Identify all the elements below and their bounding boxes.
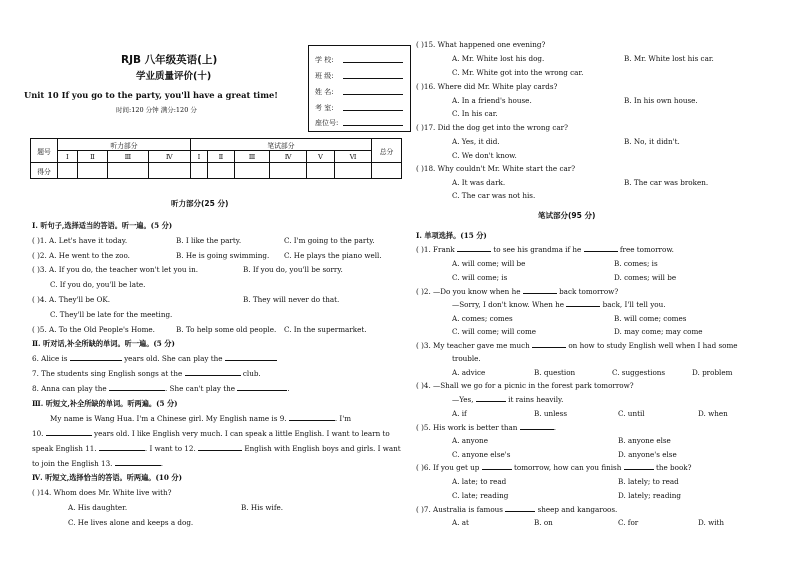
q18-option-c: C. The car was not his. xyxy=(452,191,536,200)
q3-option-c: C. If you do, you'll be late. xyxy=(50,280,146,289)
q17-option-b: B. No, it didn't. xyxy=(624,137,680,146)
student-info-box xyxy=(308,45,411,132)
q2-option-c: C. He plays the piano well. xyxy=(284,251,382,260)
w-q4-option-d: D. when xyxy=(698,409,728,418)
score-cell[interactable] xyxy=(108,163,149,179)
passage-line-1 xyxy=(50,414,351,424)
listening-header: 听力部分 xyxy=(58,139,191,151)
w-q4-option-c: C. until xyxy=(618,409,645,418)
passage-text: . xyxy=(160,459,164,468)
q7-blank[interactable] xyxy=(185,369,241,376)
score-cell[interactable] xyxy=(307,163,335,179)
listening-col-1: Ⅰ xyxy=(58,151,78,163)
w-q1-option-a: A. will come; will be xyxy=(452,259,526,268)
passage-line-3 xyxy=(32,444,401,454)
w-q3-question xyxy=(416,341,738,351)
w-q3-line-2: trouble. xyxy=(452,354,481,363)
score-cell[interactable] xyxy=(190,163,207,179)
q16-option-b: B. In his own house. xyxy=(624,96,698,105)
q6-blank-1[interactable] xyxy=(70,354,122,361)
w-q5-option-c: C. anyone else's xyxy=(452,450,511,459)
w-q7-option-c: C. for xyxy=(618,518,639,527)
w-q2-option-b: B. will come; comes xyxy=(614,314,687,323)
time-score: 时间:120 分钟 满分:120 分 xyxy=(116,106,197,114)
question-text: ( )7. Australia is famous xyxy=(416,505,503,514)
w-q1-question xyxy=(416,245,674,255)
q3-option-b: B. If you do, you'll be sorry. xyxy=(243,265,343,274)
q6-text-b: years old. She can play the xyxy=(124,354,223,363)
unit-title: Unit 10 If you go to the party, you'll have a great time! xyxy=(24,90,278,100)
passage-text: English with English boys and girls. I want xyxy=(244,444,401,453)
question-text: the book? xyxy=(655,463,692,472)
q10-blank[interactable] xyxy=(46,429,92,436)
w-q6-blank-1[interactable] xyxy=(482,463,512,470)
q2-option-a: ( )2. A. He went to the zoo. xyxy=(32,251,130,260)
q16-option-a: A. In a friend's house. xyxy=(452,96,532,105)
w-q3-blank[interactable] xyxy=(532,341,566,348)
w-q3-option-c: C. suggestions xyxy=(612,368,666,377)
passage-text: years old. I like English very much. I can speak a little English. I want to learn to xyxy=(94,429,390,438)
q4-option-b: B. They will never do that. xyxy=(243,295,340,304)
q14-option-b: B. His wife. xyxy=(241,503,284,512)
w-q1-option-c: C. will come; is xyxy=(452,273,508,282)
q15-question: ( )15. What happened one evening? xyxy=(416,40,546,49)
q17-option-a: A. Yes, it did. xyxy=(452,137,500,146)
w-q6-option-b: B. lately; to read xyxy=(618,477,679,486)
q11-blank[interactable] xyxy=(99,444,145,451)
w-q4-line-2 xyxy=(452,395,563,405)
listening-col-3: Ⅲ xyxy=(108,151,149,163)
q4-option-a: ( )4. A. They'll be OK. xyxy=(32,295,111,304)
passage-text: speak English 11. xyxy=(32,444,97,453)
question-text: tomorrow, how can you finish xyxy=(513,463,622,472)
passage-text: 10. xyxy=(32,429,44,438)
q15-option-a: A. Mr. White lost his dog. xyxy=(452,54,545,63)
w-q7-option-d: D. with xyxy=(698,518,725,527)
info-room-line[interactable] xyxy=(343,110,403,111)
exam-title: RJB 八年级英语(上) xyxy=(121,54,218,66)
w-q3-option-b: B. question xyxy=(534,368,576,377)
q6-blank-2[interactable] xyxy=(225,354,277,361)
q1-option-a: ( )1. A. Let's have it today. xyxy=(32,236,128,245)
q14-option-c: C. He lives alone and keeps a dog. xyxy=(68,518,194,527)
score-cell[interactable] xyxy=(58,163,78,179)
passage-text: to join the English 13. xyxy=(32,459,113,468)
info-seat: 座位号: xyxy=(315,119,339,127)
info-class-line[interactable] xyxy=(343,78,403,79)
writing-col-5: Ⅴ xyxy=(307,151,335,163)
w-q4-option-a: A. if xyxy=(452,409,467,418)
section-2-heading: Ⅱ. 听对话,补全所缺的单词。听一遍。(5 分) xyxy=(32,339,175,348)
row-label-score: 得分 xyxy=(31,163,58,179)
q8-blank-1[interactable] xyxy=(109,384,165,391)
q17-question: ( )17. Did the dog get into the wrong car? xyxy=(416,123,568,132)
score-cell[interactable] xyxy=(334,163,371,179)
score-cell[interactable] xyxy=(77,163,107,179)
question-text: back tomorrow? xyxy=(559,287,619,296)
q15-option-c: C. Mr. White got into the wrong car. xyxy=(452,68,584,77)
w-q1-option-b: B. comes; is xyxy=(614,259,658,268)
row-label-number: 题号 xyxy=(31,139,58,163)
w-q7-option-a: A. at xyxy=(452,518,469,527)
q5-option-b: B. To help some old people. xyxy=(176,325,277,334)
q5-option-a: ( )5. A. To the Old People's Home. xyxy=(32,325,155,334)
w-q2-blank-2[interactable] xyxy=(566,300,600,307)
question-text: it rains heavily. xyxy=(508,395,564,404)
q8-text-b: . She can't play the xyxy=(164,384,236,393)
q7-line xyxy=(32,369,261,379)
info-name: 姓 名: xyxy=(315,88,334,96)
q8-line xyxy=(32,384,290,394)
score-cell[interactable] xyxy=(148,163,190,179)
w-q2-option-c: C. will come; will come xyxy=(452,327,537,336)
w-q2-blank-1[interactable] xyxy=(523,287,557,294)
passage-line-2 xyxy=(32,429,390,439)
w-q2-option-a: A. comes; comes xyxy=(452,314,513,323)
q3-option-a: ( )3. A. If you do, the teacher won't let you in. xyxy=(32,265,198,274)
question-text: to see his grandma if he xyxy=(493,245,582,254)
q17-option-c: C. We don't know. xyxy=(452,151,517,160)
w-q1-option-d: D. comes; will be xyxy=(614,273,677,282)
q14-question: ( )14. Whom does Mr. White live with? xyxy=(32,488,172,497)
listening-col-4: Ⅳ xyxy=(148,151,190,163)
q8-text-c: . xyxy=(287,384,290,393)
question-text: . xyxy=(553,423,557,432)
w-q5-question xyxy=(416,423,556,433)
question-text: ( )2. —Do you know when he xyxy=(416,287,521,296)
q18-option-b: B. The car was broken. xyxy=(624,178,709,187)
question-text: free tomorrow. xyxy=(619,245,674,254)
section-3-heading: Ⅲ. 听短文,补全所缺的单词。听两遍。(5 分) xyxy=(32,399,178,408)
w-q6-option-d: D. lately; reading xyxy=(618,491,681,500)
w-q6-blank-2[interactable] xyxy=(624,463,654,470)
exam-subtitle: 学业质量评价(十) xyxy=(136,71,212,82)
writing-section-1-heading: Ⅰ. 单项选择。(15 分) xyxy=(416,231,487,240)
writing-col-4: Ⅳ xyxy=(270,151,307,163)
writing-header: 笔试部分 xyxy=(190,139,371,151)
q6-line xyxy=(32,354,277,364)
total-header: 总分 xyxy=(372,139,402,163)
q9-blank[interactable] xyxy=(289,414,335,421)
info-class: 班 级: xyxy=(315,72,334,80)
passage-text: . I'm xyxy=(334,414,352,423)
writing-heading: 笔试部分(95 分) xyxy=(538,211,596,220)
q12-blank[interactable] xyxy=(198,444,242,451)
q7-text-a: 7. The students sing English songs at the xyxy=(32,369,183,378)
question-text: ( )1. Frank xyxy=(416,245,455,254)
w-q7-question xyxy=(416,505,617,515)
score-table xyxy=(30,138,402,179)
listening-col-2: Ⅱ xyxy=(77,151,107,163)
writing-col-2: Ⅱ xyxy=(208,151,235,163)
q5-option-c: C. In the supermarket. xyxy=(284,325,367,334)
score-cell[interactable] xyxy=(208,163,235,179)
writing-col-1: Ⅰ xyxy=(190,151,207,163)
w-q2-question xyxy=(416,287,618,297)
w-q5-blank[interactable] xyxy=(520,423,557,432)
listening-heading: 听力部分(25 分) xyxy=(171,199,229,208)
total-score-cell[interactable] xyxy=(372,163,402,179)
score-cell[interactable] xyxy=(270,163,307,179)
section-4-heading: Ⅳ. 听短文,选择恰当的答语。听两遍。(10 分) xyxy=(32,473,182,482)
passage-text: My name is Wang Hua. I'm a Chinese girl. My English name is 9. xyxy=(50,414,287,423)
q18-question: ( )18. Why couldn't Mr. White start the car? xyxy=(416,164,576,173)
w-q4-blank[interactable] xyxy=(476,395,506,402)
w-q5-option-b: B. anyone else xyxy=(618,436,671,445)
question-text: —Yes, xyxy=(452,395,474,404)
q4-option-c: C. They'll be late for the meeting. xyxy=(50,310,173,319)
w-q3-option-a: A. advice xyxy=(452,368,486,377)
w-q2-line-2 xyxy=(452,300,666,310)
w-q4-question: ( )4. —Shall we go for a picnic in the forest park tomorrow? xyxy=(416,381,634,390)
q16-question: ( )16. Where did Mr. White play cards? xyxy=(416,82,558,91)
info-room: 考 室: xyxy=(315,104,334,112)
question-text: ( )3. My teacher gave me much xyxy=(416,341,530,350)
passage-line-4 xyxy=(32,459,163,469)
w-q4-option-b: B. unless xyxy=(534,409,568,418)
q8-text-a: 8. Anna can play the xyxy=(32,384,107,393)
question-text: sheep and kangaroos. xyxy=(537,505,618,514)
info-school: 学 校: xyxy=(315,56,334,64)
info-name-line[interactable] xyxy=(343,94,403,95)
score-cell[interactable] xyxy=(234,163,270,179)
q6-text-a: 6. Alice is xyxy=(32,354,68,363)
section-1-heading: Ⅰ. 听句子,选择适当的答语。听一遍。(5 分) xyxy=(32,221,173,230)
w-q6-option-a: A. late; to read xyxy=(452,477,507,486)
question-text: back, I'll tell you. xyxy=(602,300,666,309)
writing-col-3: Ⅲ xyxy=(234,151,270,163)
question-text: —Sorry, I don't know. When he xyxy=(452,300,565,309)
w-q2-option-d: D. may come; may come xyxy=(614,327,703,336)
q8-blank-2[interactable] xyxy=(237,384,290,393)
q7-text-b: club. xyxy=(242,369,261,378)
q1-option-c: C. I'm going to the party. xyxy=(284,236,375,245)
w-q1-blank-2[interactable] xyxy=(584,245,618,252)
question-text: on how to study English well when I had some xyxy=(568,341,738,350)
w-q5-option-a: A. anyone xyxy=(452,436,488,445)
q2-option-b: B. He is going swimming. xyxy=(176,251,270,260)
q13-blank[interactable] xyxy=(115,459,164,468)
q1-option-b: B. I like the party. xyxy=(176,236,242,245)
passage-text: . I want to 12. xyxy=(144,444,196,453)
question-text: ( )6. If you get up xyxy=(416,463,480,472)
writing-col-6: Ⅵ xyxy=(334,151,371,163)
w-q6-question xyxy=(416,463,692,473)
w-q5-option-d: D. anyone's else xyxy=(618,450,677,459)
q15-option-b: B. Mr. White lost his car. xyxy=(624,54,714,63)
q16-option-c: C. In his car. xyxy=(452,109,498,118)
w-q3-option-d: D. problem xyxy=(692,368,733,377)
question-text: ( )5. His work is better than xyxy=(416,423,518,432)
q18-option-a: A. It was dark. xyxy=(452,178,506,187)
q14-option-a: A. His daughter. xyxy=(68,503,128,512)
w-q7-blank[interactable] xyxy=(505,505,535,512)
w-q6-option-c: C. late; reading xyxy=(452,491,509,500)
w-q1-blank-1[interactable] xyxy=(457,245,491,252)
info-seat-line[interactable] xyxy=(343,125,403,126)
w-q7-option-b: B. on xyxy=(534,518,553,527)
info-school-line[interactable] xyxy=(343,62,403,63)
